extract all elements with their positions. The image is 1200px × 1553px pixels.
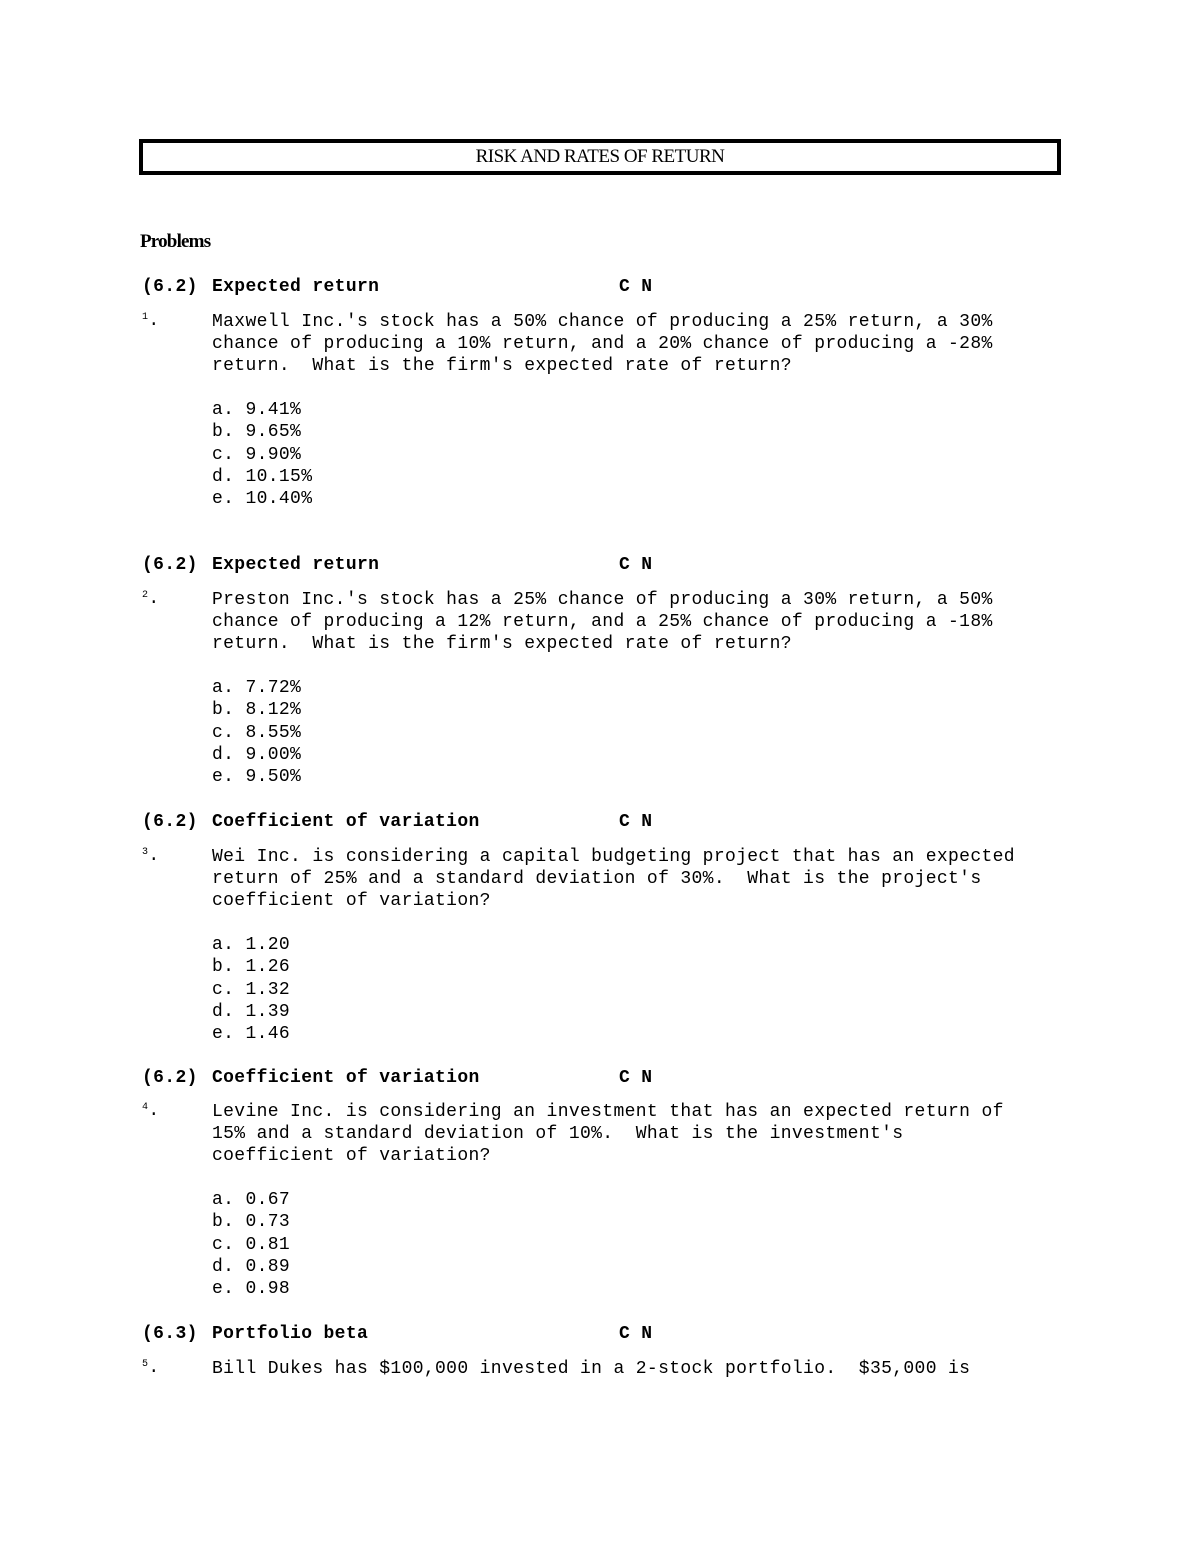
question-text [212, 589, 993, 655]
question-header [142, 555, 652, 575]
section-heading: Problems [140, 231, 211, 252]
question-line: chance of producing a 10% return, and a 20% chance of producing a -28% [212, 334, 993, 354]
question-number: $^4$. [142, 1101, 160, 1121]
question-line: chance of producing a 12% return, and a 25% chance of producing a -18% [212, 612, 993, 632]
answer-choice: c. 8.55% [212, 722, 302, 743]
question-section-ref: (6.2) [142, 277, 198, 297]
answer-choice: d. 1.39 [212, 1001, 291, 1022]
answer-choice: a. 0.67 [212, 1190, 291, 1210]
question-header [142, 812, 652, 832]
answer-choices [212, 399, 312, 510]
answer-choice: b. 8.12% [212, 700, 302, 721]
answer-choice: c. 9.90% [212, 444, 302, 465]
question-text [212, 311, 993, 377]
answer-choice: a. 1.20 [212, 935, 291, 955]
answer-choice: b. 0.73 [212, 1212, 291, 1233]
answer-choice: d. 10.15% [212, 466, 313, 487]
question-section-ref: (6.2) [142, 555, 198, 575]
question-code: C N [619, 277, 653, 297]
question-header [142, 1324, 652, 1344]
question-text [212, 846, 1015, 912]
question-code: C N [619, 812, 653, 832]
question-section-ref: (6.3) [142, 1324, 198, 1344]
question-number: $^5$. [142, 1358, 160, 1378]
question-section-ref: (6.2) [142, 812, 198, 832]
question-line: Wei Inc. is considering a capital budgeting project that has an expected [212, 847, 1015, 867]
answer-choice: a. 7.72% [212, 678, 302, 698]
question-number: $^2$. [142, 589, 160, 609]
answer-choice: c. 0.81 [212, 1234, 291, 1255]
question-code: C N [619, 555, 653, 575]
answer-choice: d. 0.89 [212, 1256, 291, 1277]
question-section-ref: (6.2) [142, 1068, 198, 1088]
answer-choices [212, 1189, 290, 1300]
question-number: $^3$. [142, 846, 160, 866]
question-line: 15% and a standard deviation of 10%. What is the investment's [212, 1124, 904, 1144]
question-topic: Expected return [212, 277, 380, 297]
answer-choice: a. 9.41% [212, 400, 302, 420]
answer-choice: c. 1.32 [212, 979, 291, 1000]
answer-choice: e. 10.40% [212, 489, 313, 510]
question-line: Preston Inc.'s stock has a 25% chance of producing a 30% return, a 50% [212, 590, 993, 610]
question-header [142, 1068, 652, 1088]
question-code: C N [619, 1324, 653, 1344]
answer-choice: b. 1.26 [212, 957, 291, 978]
answer-choice: e. 9.50% [212, 767, 302, 788]
answer-choice: e. 1.46 [212, 1024, 291, 1045]
question-line: return. What is the firm's expected rate of return? [212, 356, 792, 376]
question-line: return of 25% and a standard deviation of 30%. What is the project's [212, 869, 982, 889]
question-line: Bill Dukes has $100,000 invested in a 2-stock portfolio. $35,000 is [212, 1359, 971, 1379]
question-topic: Coefficient of variation [212, 1068, 480, 1088]
question-line: Levine Inc. is considering an investment that has an expected return of [212, 1102, 1004, 1122]
question-line: return. What is the firm's expected rate of return? [212, 634, 792, 654]
question-text [212, 1101, 1004, 1167]
question-line: coefficient of variation? [212, 1146, 491, 1166]
question-topic: Expected return [212, 555, 380, 575]
question-topic: Portfolio beta [212, 1324, 369, 1344]
question-header [142, 277, 652, 297]
answer-choice: d. 9.00% [212, 744, 302, 765]
question-topic: Coefficient of variation [212, 812, 480, 832]
question-number: $^1$. [142, 311, 160, 331]
question-line: coefficient of variation? [212, 891, 491, 911]
answer-choices [212, 677, 301, 788]
answer-choice: e. 0.98 [212, 1279, 291, 1300]
answer-choice: b. 9.65% [212, 422, 302, 443]
question-text [212, 1358, 970, 1380]
question-line: Maxwell Inc.'s stock has a 50% chance of producing a 25% return, a 30% [212, 312, 993, 332]
question-code: C N [619, 1068, 653, 1088]
document-title: RISK AND RATES OF RETURN [139, 139, 1061, 175]
answer-choices [212, 934, 290, 1045]
